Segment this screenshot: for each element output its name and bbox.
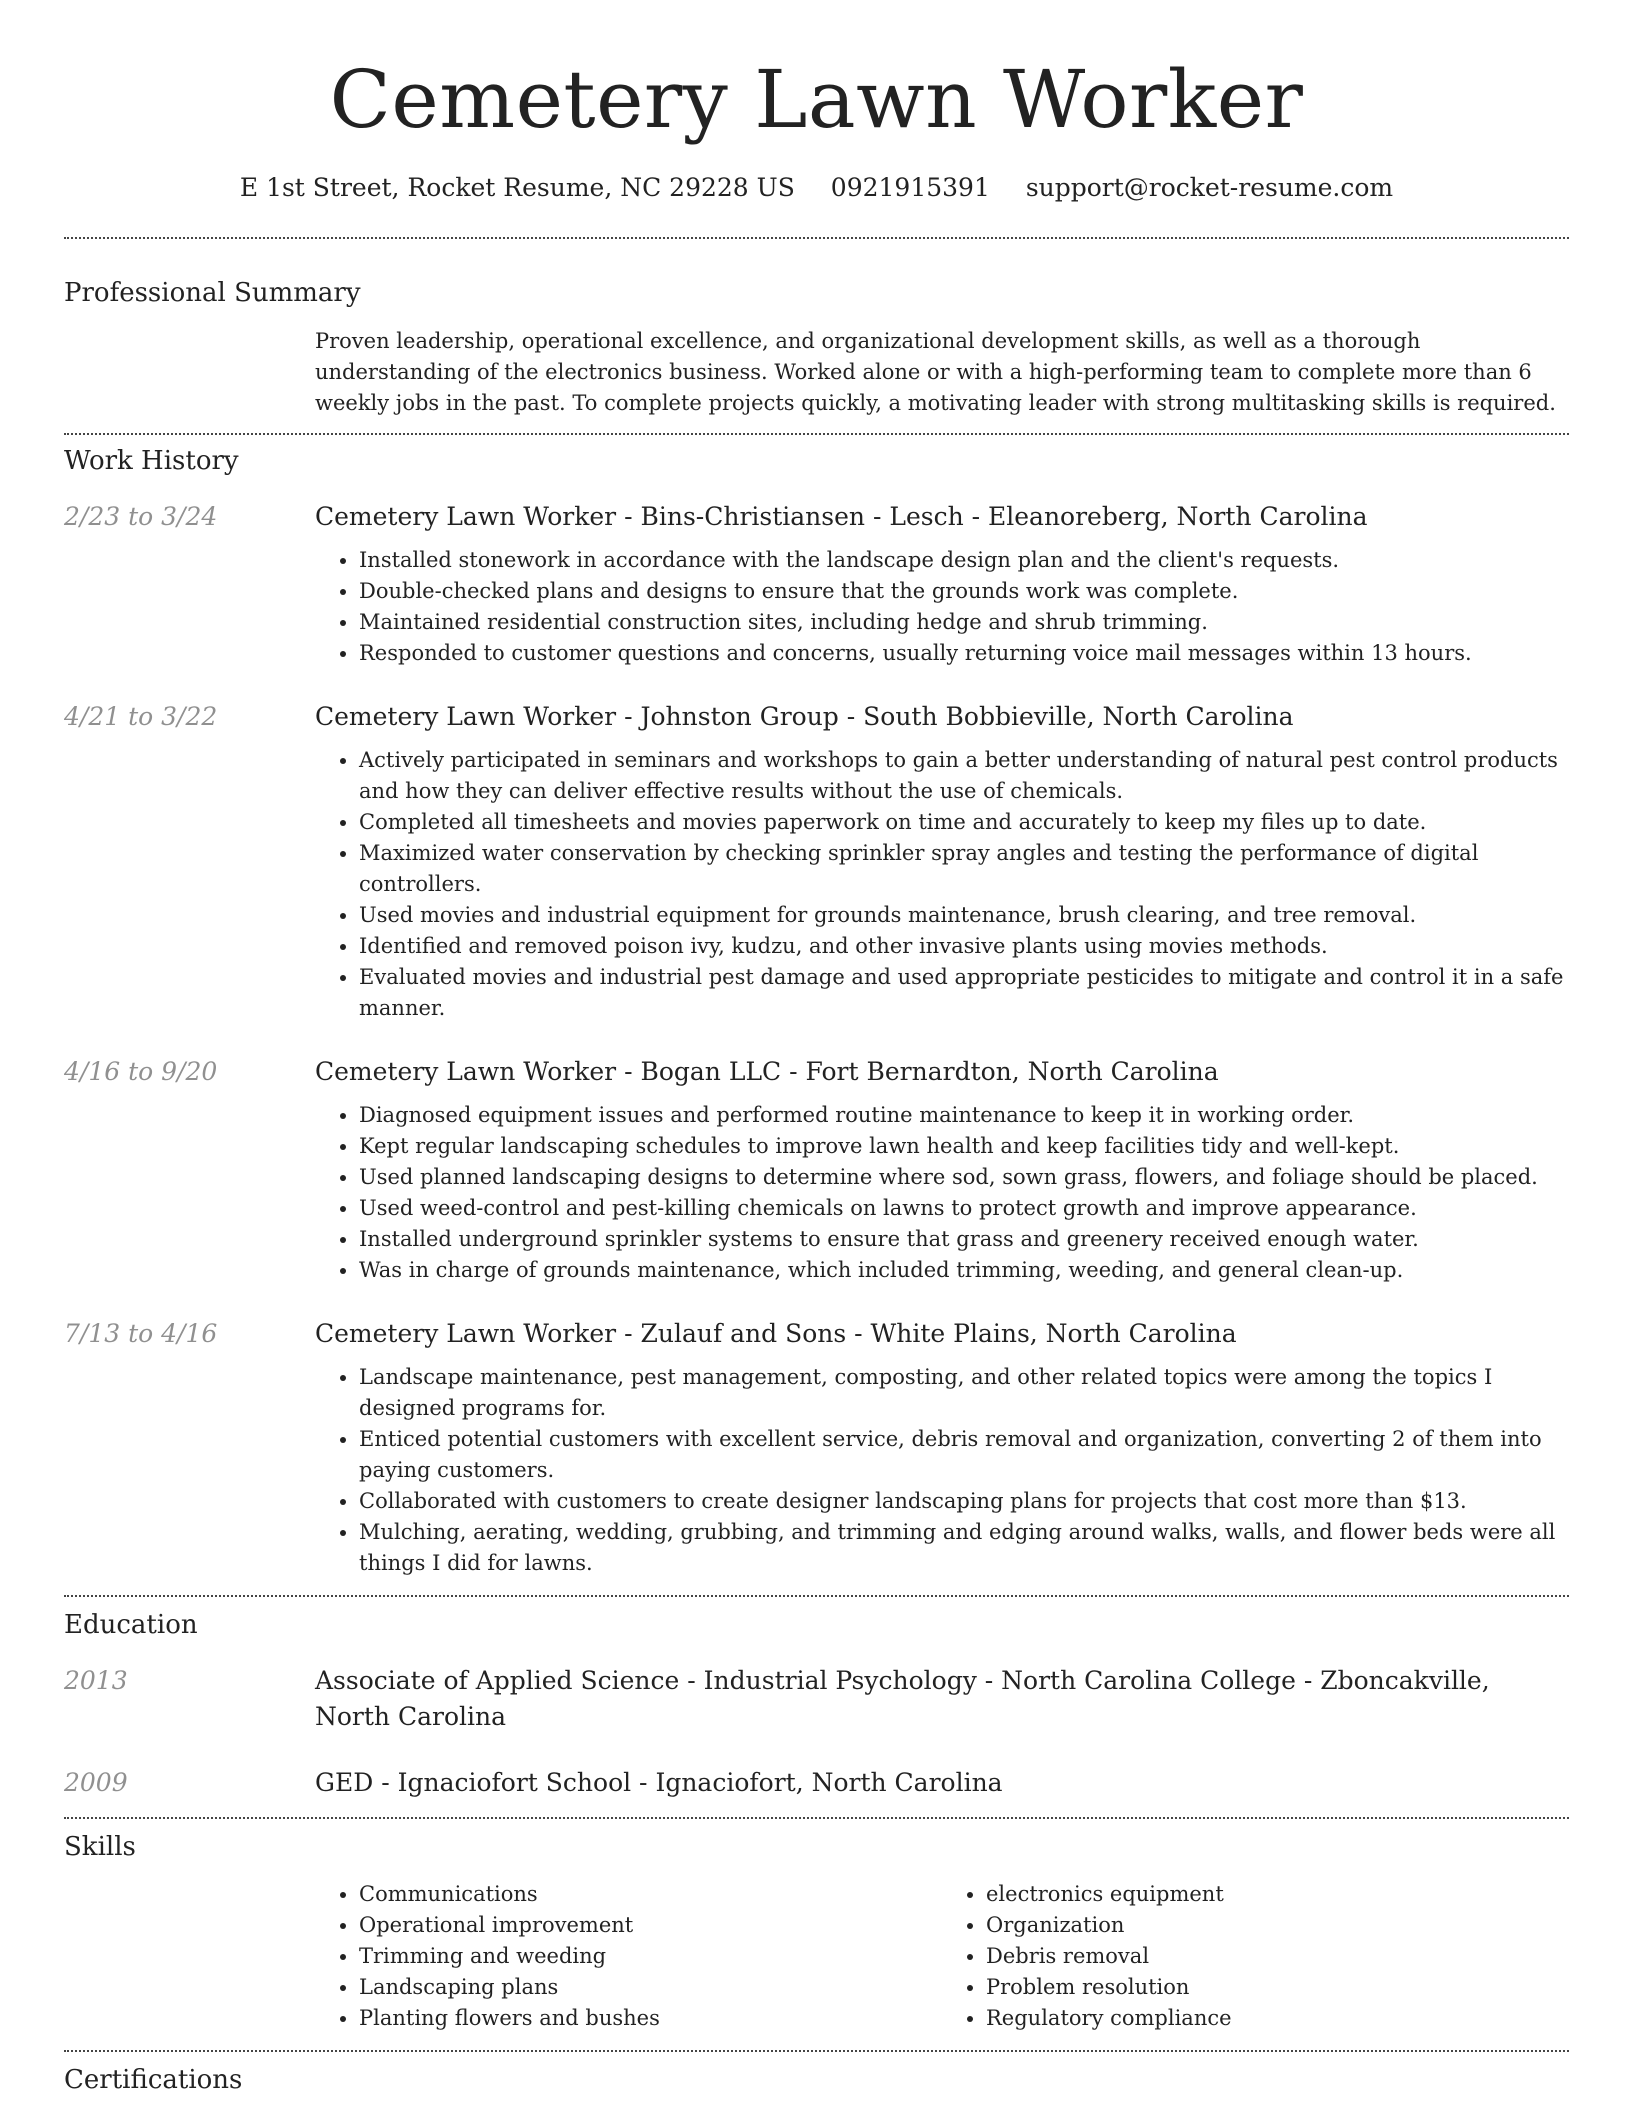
divider bbox=[64, 2050, 1569, 2052]
skills-column-left bbox=[315, 1879, 942, 2034]
job-dates: 2/23 to 3/24 bbox=[64, 502, 218, 531]
section-title-education: Education bbox=[64, 1610, 198, 1640]
list-item: • Landscape maintenance, pest management, composting, and other related topics were among the topics I designed programs for. bbox=[359, 1362, 1569, 1424]
job-bullets bbox=[315, 1362, 1569, 1579]
section-title-summary: Professional Summary bbox=[64, 278, 361, 308]
divider bbox=[64, 1817, 1569, 1819]
list-item: • Actively participated in seminars and workshops to gain a better understanding of natural pest control products and how they can deliver effective results without the use of chemicals. bbox=[359, 745, 1569, 807]
certifications-section bbox=[64, 2064, 1569, 2096]
job-entry bbox=[64, 1316, 1569, 1579]
list-item: • Installed underground sprinkler systems to ensure that grass and greenery received enough water. bbox=[359, 1224, 1569, 1255]
list-item: • Mulching, aerating, wedding, grubbing, and trimming and edging around walks, walls, and flower beds were all things I did for lawns. bbox=[359, 1517, 1569, 1579]
job-title: Cemetery Lawn Worker - Johnston Group - South Bobbieville, North Carolina bbox=[315, 702, 1294, 731]
list-item: • Identified and removed poison ivy, kudzu, and other invasive plants using movies methods. bbox=[359, 931, 1569, 962]
work-history-section bbox=[64, 445, 1569, 1579]
job-bullets bbox=[315, 1100, 1569, 1286]
divider bbox=[64, 237, 1569, 239]
list-item: • Enticed potential customers with excellent service, debris removal and organization, converting 2 of them into paying customers. bbox=[359, 1424, 1569, 1486]
education-title: GED - Ignaciofort School - Ignaciofort, North Carolina bbox=[315, 1768, 1003, 1797]
job-bullets bbox=[315, 745, 1569, 1024]
resume-name: Cemetery Lawn Worker bbox=[329, 53, 1304, 146]
job-title: Cemetery Lawn Worker - Bins-Christiansen - Lesch - Eleanoreberg, North Carolina bbox=[315, 502, 1368, 531]
list-item: • Maintained residential construction sites, including hedge and shrub trimming. bbox=[359, 607, 1569, 638]
list-item: • Installed stonework in accordance with the landscape design plan and the client's requests. bbox=[359, 545, 1569, 576]
list-item: • Maximized water conservation by checking sprinkler spray angles and testing the performance of digital controllers. bbox=[359, 838, 1569, 900]
list-item: • Operational improvement bbox=[359, 1910, 942, 1941]
list-item: • Planting flowers and bushes bbox=[359, 2003, 942, 2034]
education-year: 2009 bbox=[64, 1768, 128, 1797]
skills-column-right bbox=[942, 1879, 1569, 2034]
contact-email: support@rocket-resume.com bbox=[1025, 173, 1394, 202]
list-item: • Responded to customer questions and concerns, usually returning voice mail messages within 13 hours. bbox=[359, 638, 1569, 669]
section-title-certifications: Certifications bbox=[64, 2065, 243, 2095]
list-item: • Used weed-control and pest-killing chemicals on lawns to protect growth and improve appearance. bbox=[359, 1193, 1569, 1224]
list-item: • Diagnosed equipment issues and performed routine maintenance to keep it in working order. bbox=[359, 1100, 1569, 1131]
divider bbox=[64, 433, 1569, 435]
list-item: • electronics equipment bbox=[986, 1879, 1569, 1910]
list-item: • Trimming and weeding bbox=[359, 1941, 942, 1972]
job-title: Cemetery Lawn Worker - Bogan LLC - Fort Bernardton, North Carolina bbox=[315, 1057, 1219, 1086]
list-item: • Landscaping plans bbox=[359, 1972, 942, 2003]
list-item: • Completed all timesheets and movies paperwork on time and accurately to keep my files up to date. bbox=[359, 807, 1569, 838]
list-item: • Kept regular landscaping schedules to improve lawn health and keep facilities tidy and well-kept. bbox=[359, 1131, 1569, 1162]
education-entry bbox=[64, 1765, 1569, 1801]
section-title-work: Work History bbox=[64, 446, 239, 476]
list-item: • Debris removal bbox=[986, 1941, 1569, 1972]
divider bbox=[64, 1595, 1569, 1597]
list-item: • Regulatory compliance bbox=[986, 2003, 1569, 2034]
education-year: 2013 bbox=[64, 1666, 128, 1695]
job-dates: 7/13 to 4/16 bbox=[64, 1319, 218, 1348]
list-item: • Evaluated movies and industrial pest damage and used appropriate pesticides to mitigate and control it in a safe manner. bbox=[359, 962, 1569, 1024]
skills-list bbox=[315, 1879, 1569, 2034]
list-item: • Used movies and industrial equipment for grounds maintenance, brush clearing, and tree removal. bbox=[359, 900, 1569, 931]
job-entry bbox=[64, 1054, 1569, 1286]
education-section bbox=[64, 1609, 1569, 1801]
contact-address: E 1st Street, Rocket Resume, NC 29228 US bbox=[239, 173, 795, 202]
job-bullets bbox=[315, 545, 1569, 669]
education-entry bbox=[64, 1663, 1569, 1735]
summary-text: Proven leadership, operational excellence, and organizational development skills, as well as a thorough understanding of the electronics business. Worked alone or with a high-performing team to complete more than 6 weekly jobs in the past. To complete projects quickly, a motivating leader with strong multitasking skills is required. bbox=[315, 329, 1556, 415]
list-item: • Collaborated with customers to create designer landscaping plans for projects that cost more than $13. bbox=[359, 1486, 1569, 1517]
list-item: • Double-checked plans and designs to ensure that the grounds work was complete. bbox=[359, 576, 1569, 607]
job-dates: 4/21 to 3/22 bbox=[64, 702, 218, 731]
skills-section bbox=[64, 1831, 1569, 2034]
contact-line bbox=[64, 172, 1569, 204]
education-title: Associate of Applied Science - Industrial Psychology - North Carolina College - Zboncakville, North Carolina bbox=[315, 1666, 1490, 1731]
list-item: • Used planned landscaping designs to determine where sod, sown grass, flowers, and foliage should be placed. bbox=[359, 1162, 1569, 1193]
job-entry bbox=[64, 699, 1569, 1024]
list-item: • Organization bbox=[986, 1910, 1569, 1941]
summary-section bbox=[64, 277, 1569, 419]
list-item: • Was in charge of grounds maintenance, which included trimming, weeding, and general clean-up. bbox=[359, 1255, 1569, 1286]
job-dates: 4/16 to 9/20 bbox=[64, 1057, 218, 1086]
resume-page bbox=[64, 0, 1569, 2096]
contact-phone: 0921915391 bbox=[830, 173, 990, 202]
job-title: Cemetery Lawn Worker - Zulauf and Sons - White Plains, North Carolina bbox=[315, 1319, 1237, 1348]
list-item: • Communications bbox=[359, 1879, 942, 1910]
section-title-skills: Skills bbox=[64, 1832, 136, 1862]
job-entry bbox=[64, 499, 1569, 669]
list-item: • Problem resolution bbox=[986, 1972, 1569, 2003]
